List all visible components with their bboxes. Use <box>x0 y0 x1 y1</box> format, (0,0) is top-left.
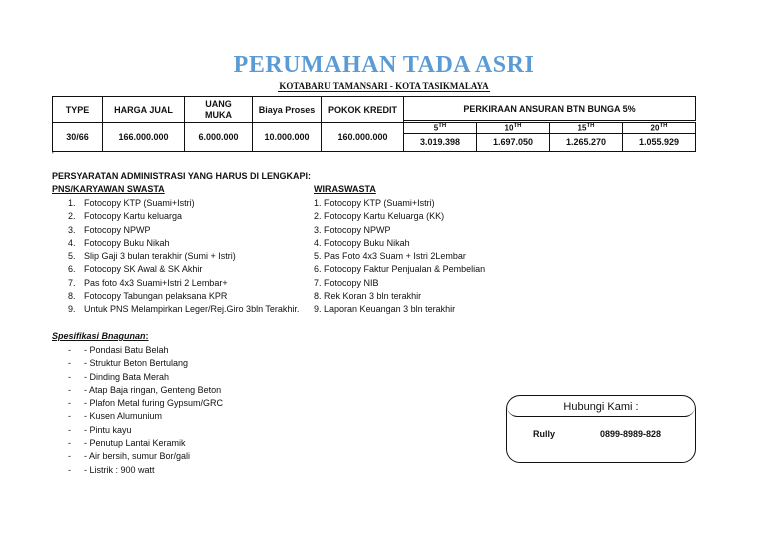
requirements-title: PERSYARATAN ADMINISTRASI YANG HARUS DI LENGKAPI: <box>52 171 312 181</box>
list-item: 7. Fotocopy NIB <box>314 277 379 288</box>
list-item: 6. Fotocopy SK Awal & SK Akhir <box>68 264 203 275</box>
list-item: 4. Fotocopy Buku Nikah <box>314 237 410 248</box>
term-15: 15TH <box>550 123 623 134</box>
list-item: - - Kusen Alumunium <box>68 411 163 422</box>
header-biaya-proses: Biaya Proses <box>253 97 322 123</box>
spec-title: Spesifikasi Bnagunan: <box>52 331 149 341</box>
list-item: - - Pondasi Batu Belah <box>68 345 169 355</box>
contact-title: Hubungi Kami : <box>507 396 695 417</box>
list-item: 8. Fotocopy Tabungan pelaksana KPR <box>68 291 228 302</box>
header-uang-muka: UANG MUKA <box>185 97 253 123</box>
installment-5: 3.019.398 <box>404 133 477 151</box>
contact-phone: 0899-8989-828 <box>600 429 662 439</box>
cell-harga-jual: 166.000.000 <box>103 123 185 152</box>
stray-mark: ' <box>52 150 54 160</box>
cell-pokok-kredit: 160.000.000 <box>322 123 404 152</box>
price-table <box>52 96 696 152</box>
page-subtitle <box>0 81 768 91</box>
spec-list <box>68 344 223 477</box>
list-item: 1. Fotocopy KTP (Suami+Istri) <box>68 198 195 208</box>
page-title: PERUMAHAN TADA ASRI <box>233 52 535 78</box>
pns-title: PNS/KARYAWAN SWASTA <box>52 184 165 194</box>
installment-20: 1.055.929 <box>623 133 696 151</box>
term-10: 10TH <box>477 123 550 134</box>
contact-name: Rully <box>533 429 556 439</box>
list-item: - - Penutup Lantai Keramik <box>68 438 186 449</box>
list-item: 3. Fotocopy NPWP <box>68 224 151 235</box>
list-item: 9. Laporan Keuangan 3 bln terakhir <box>314 304 456 315</box>
wiraswasta-list <box>314 197 485 317</box>
cell-type: 30/66 <box>53 123 103 152</box>
list-item: 5. Slip Gaji 3 bulan terakhir (Sumi + Istri) <box>68 251 236 262</box>
list-item: 9. Untuk PNS Melampirkan Leger/Rej.Giro 3bln Terakhir. <box>68 304 300 315</box>
cell-uang-muka: 6.000.000 <box>185 123 253 152</box>
list-item: 2. Fotocopy Kartu Keluarga (KK) <box>314 211 445 222</box>
term-20: 20TH <box>623 123 696 134</box>
header-harga-jual: HARGA JUAL <box>103 97 185 123</box>
list-item: - - Atap Baja ringan, Genteng Beton <box>68 384 222 395</box>
list-item: 8. Rek Koran 3 bln terakhir <box>314 291 422 302</box>
list-item: 5. Pas Foto 4x3 Suam + Istri 2Lembar <box>314 251 466 262</box>
list-item: - - Pintu kayu <box>68 424 132 435</box>
list-item: - - Dinding Bata Merah <box>68 371 170 382</box>
list-item: 3. Fotocopy NPWP <box>314 224 391 235</box>
spec-title-colon: : <box>145 331 149 341</box>
list-item: - - Air bersih, sumur Bor/gali <box>68 451 191 462</box>
term-5: 5TH <box>404 123 477 134</box>
pns-list <box>68 197 299 317</box>
header-ansuran: PERKIRAAN ANSURAN BTN BUNGA 5% <box>404 97 696 121</box>
list-item: 1. Fotocopy KTP (Suami+Istri) <box>314 198 435 208</box>
installment-10: 1.697.050 <box>477 133 550 151</box>
header-pokok-kredit: POKOK KREDIT <box>322 97 404 123</box>
cell-biaya-proses: 10.000.000 <box>253 123 322 152</box>
contact-box <box>506 395 696 463</box>
list-item: 2. Fotocopy Kartu keluarga <box>68 211 183 222</box>
list-item: - - Struktur Beton Bertulang <box>68 358 189 369</box>
subtitle-text: KOTABARU TAMANSARI - KOTA TASIKMALAYA <box>279 81 489 91</box>
wiraswasta-title: WIRASWASTA <box>314 184 376 194</box>
installment-15: 1.265.270 <box>550 133 623 151</box>
list-item: 7. Pas foto 4x3 Suami+Istri 2 Lembar+ <box>68 277 228 288</box>
header-type: TYPE <box>53 97 103 123</box>
list-item: - - Plafon Metal furing Gypsum/GRC <box>68 398 224 409</box>
list-item: 6. Fotocopy Faktur Penjualan & Pembelian <box>314 264 486 275</box>
list-item: 4. Fotocopy Buku Nikah <box>68 237 170 248</box>
list-item: - - Listrik : 900 watt <box>68 464 155 475</box>
